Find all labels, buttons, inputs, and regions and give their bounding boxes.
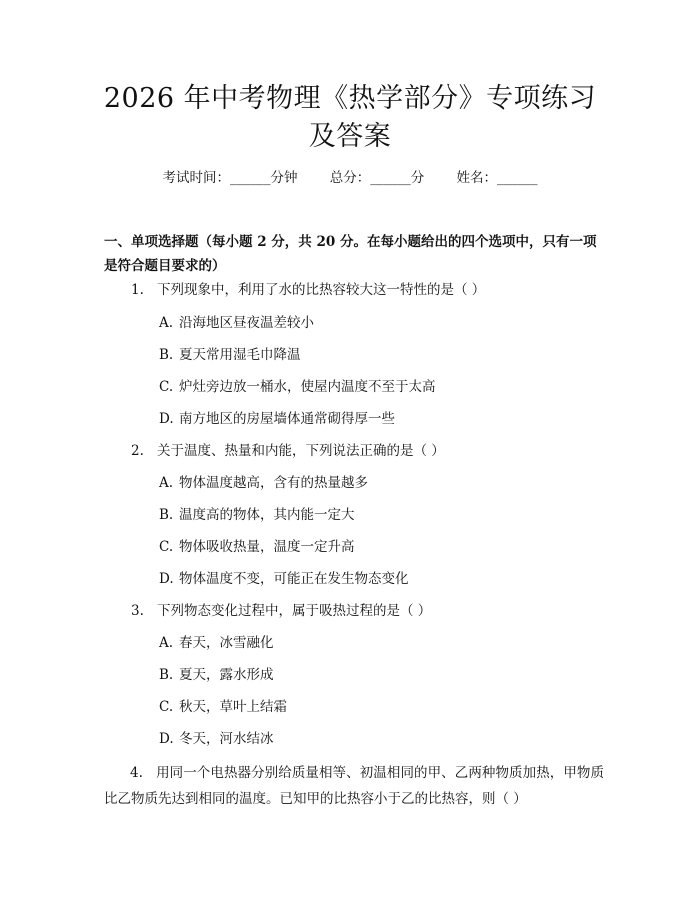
question-number: 1. bbox=[131, 282, 144, 298]
section-heading: 一、单项选择题（每小题 2 分，共 20 分。在每小题给出的四个选项中，只有一项是符合题目要求的） bbox=[104, 234, 597, 274]
question-stem: 用同一个电热器分别给质量相等、初温相同的甲、乙两种物质加热，甲物质比乙物质先达到相同的温度。已知甲的比热容小于乙的比热容，则（ ） bbox=[104, 765, 604, 807]
option-letter: A. bbox=[159, 315, 174, 331]
question-2 bbox=[131, 441, 445, 461]
question-stem: 关于温度、热量和内能，下列说法正确的是（ ） bbox=[157, 443, 445, 459]
question-1-option-a bbox=[159, 313, 314, 333]
option-text: 夏天，露水形成 bbox=[179, 667, 274, 683]
option-text: 温度高的物体，其内能一定大 bbox=[179, 507, 355, 523]
option-letter: A. bbox=[159, 475, 174, 491]
question-1-option-d bbox=[159, 409, 395, 429]
option-letter: D. bbox=[159, 411, 174, 427]
question-3 bbox=[131, 601, 431, 621]
question-2-option-c bbox=[159, 537, 355, 557]
option-letter: D. bbox=[159, 571, 174, 587]
question-number: 3. bbox=[131, 603, 144, 619]
question-4 bbox=[104, 760, 604, 812]
question-1 bbox=[131, 280, 485, 300]
question-number: 4. bbox=[130, 765, 143, 781]
option-letter: B. bbox=[159, 347, 174, 363]
question-2-option-a bbox=[159, 473, 368, 493]
question-3-option-a bbox=[159, 633, 274, 653]
option-letter: C. bbox=[159, 699, 174, 715]
option-text: 物体吸收热量，温度一定升高 bbox=[179, 539, 355, 555]
total-score-field: 总分：______分 bbox=[329, 170, 425, 186]
question-2-option-b bbox=[159, 505, 355, 525]
question-number: 2. bbox=[131, 443, 144, 459]
option-text: 物体温度越高，含有的热量越多 bbox=[179, 475, 368, 491]
question-stem: 下列现象中，利用了水的比热容较大这一特性的是（ ） bbox=[157, 282, 486, 298]
option-text: 冬天，河水结冰 bbox=[179, 731, 274, 747]
option-letter: A. bbox=[159, 635, 174, 651]
option-letter: D. bbox=[159, 731, 174, 747]
document-title: 2026 年中考物理《热学部分》专项练习及答案 bbox=[103, 83, 597, 152]
option-text: 物体温度不变，可能正在发生物态变化 bbox=[179, 571, 409, 587]
option-text: 南方地区的房屋墙体通常砌得厚一些 bbox=[179, 411, 395, 427]
question-1-option-c bbox=[159, 377, 436, 397]
question-stem: 下列物态变化过程中，属于吸热过程的是（ ） bbox=[157, 603, 432, 619]
question-3-option-d bbox=[159, 729, 274, 749]
option-text: 秋天，草叶上结霜 bbox=[179, 699, 287, 715]
question-3-option-c bbox=[159, 697, 287, 717]
option-letter: C. bbox=[159, 379, 174, 395]
exam-info-line bbox=[0, 168, 700, 188]
option-text: 夏天常用湿毛巾降温 bbox=[179, 347, 301, 363]
option-letter: C. bbox=[159, 539, 174, 555]
option-text: 炉灶旁边放一桶水，使屋内温度不至于太高 bbox=[179, 379, 436, 395]
option-text: 春天，冰雪融化 bbox=[179, 635, 274, 651]
question-3-option-b bbox=[159, 665, 274, 685]
option-letter: B. bbox=[159, 507, 174, 523]
student-name-field: 姓名：______ bbox=[456, 170, 538, 186]
option-text: 沿海地区昼夜温差较小 bbox=[179, 315, 314, 331]
exam-time-field: 考试时间：______分钟 bbox=[162, 170, 298, 186]
question-2-option-d bbox=[159, 569, 409, 589]
question-1-option-b bbox=[159, 345, 301, 365]
option-letter: B. bbox=[159, 667, 174, 683]
